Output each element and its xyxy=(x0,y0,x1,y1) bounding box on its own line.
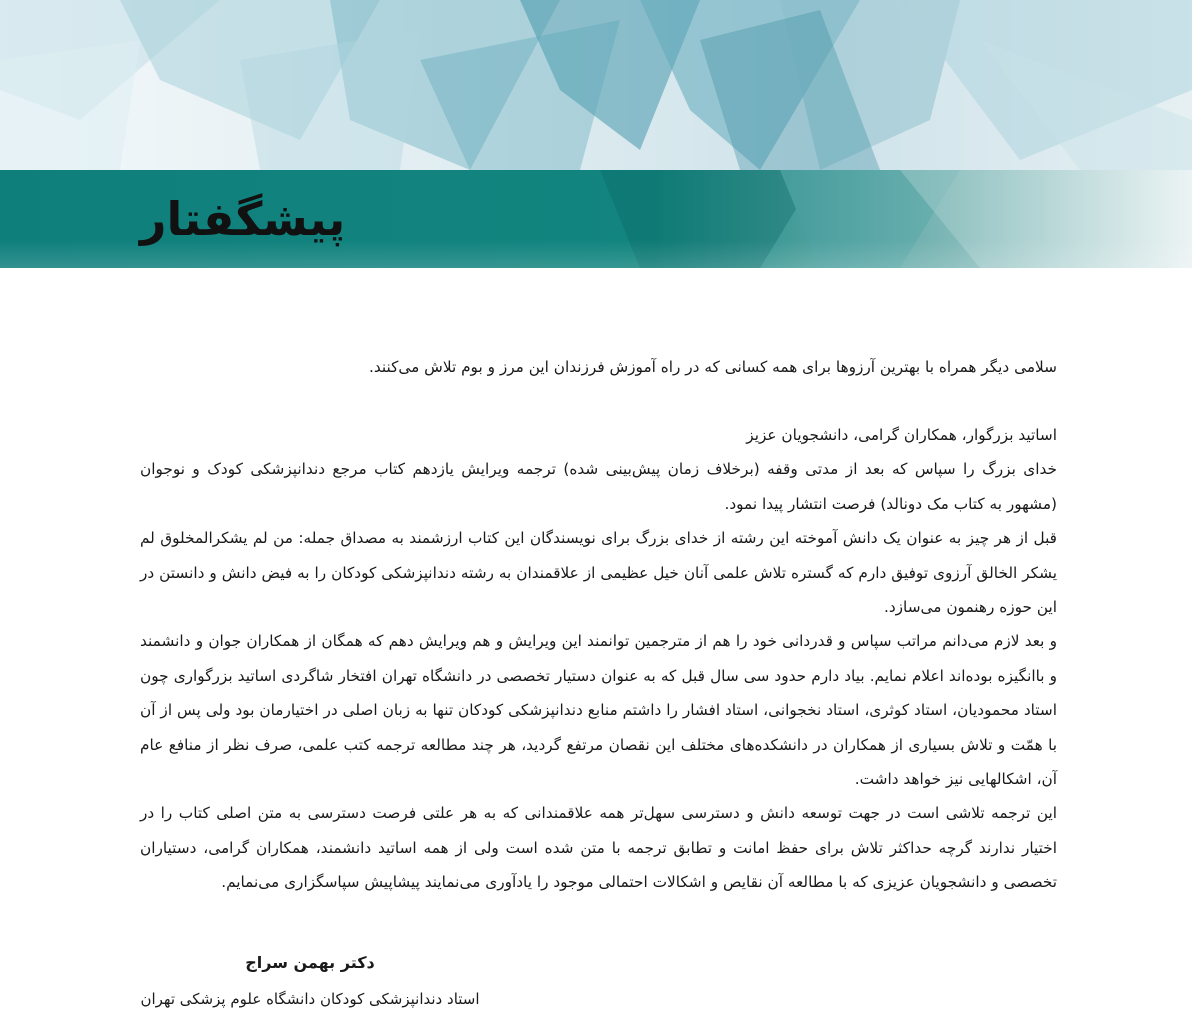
intro-paragraph xyxy=(140,350,1057,384)
paragraph-4: این ترجمه تلاشی است در جهت توسعه دانش و دسترسی سهل‌تر همه علاقمندانی که به هر علتی فرصت دسترسی به متن اصلی کتاب را در اختیار ندارند گرچه حداکثر تلاش برای حفظ امانت و تطابق ترجمه با متن شده است ولی از همه اساتید دانشمند، همکاران گرامی، دستیاران تخصصی و دانشجویان عزیزی که با مطالعه آن نقایص و اشکالات احتمالی موجود را یادآوری می‌نمایند پیشاپیش سپاسگزاری می‌نمایم. xyxy=(140,804,1057,892)
paragraph-2: قبل از هر چیز به عنوان یک دانش آموخته این رشته از خدای بزرگ برای نویسندگان این کتاب ارزشمند به مصداق جمله: من لم یشکرالمخلوق لم یشکر الخالق آرزوی توفیق دارم که گستره تلاش علمی آنان خیل عظیمی از علاقمندان به رشته دندانپزشکی کودکان را به فیض دانش و دانستن در این حوزه رهنمون می‌سازد. xyxy=(140,529,1057,617)
paragraph-1: خدای بزرگ را سپاس که بعد از مدتی وقفه (برخلاف زمان پیش‌بینی شده) ترجمه ویرایش یازدهم کتاب مرجع دندانپزشکی کودک و نوجوان (مشهور به کتاب مک دونالد) فرصت انتشار پیدا نمود. xyxy=(140,460,1057,513)
preface-body xyxy=(140,418,1057,900)
intro-text: سلامی دیگر همراه با بهترین آرزوها برای همه کسانی که در راه آموزش فرزندان این مرز و بوم تلاش می‌کنند. xyxy=(368,358,1057,376)
signature-name: دکتر بهمن سراج xyxy=(245,953,375,972)
signature-block xyxy=(100,945,520,1017)
page-title: پیشگفتار xyxy=(140,192,346,246)
paragraph-3: و بعد لازم می‌دانم مراتب سپاس و قدردانی خود را هم از مترجمین توانمند این ویرایش و هم ویرایش دهم که همگان از همکاران جوان و دانشمند و باانگیزه بوده‌اند اعلام نمایم. بیاد دارم حدود سی سال قبل که به عنوان دستیار تخصصی در دانشگاه تهران افتخار شاگردی اساتید بزرگواری چون استاد محمودیان، استاد کوثری، استاد نخجوانی، استاد افشار را داشتم منابع دندانپزشکی کودکان تنها به زبان اصلی در اختیارمان بود ولی پس از آن با همّت و تلاش بسیاری از همکاران در دانشکده‌های مختلف این نقصان مرتفع گردید، هر چند مطالعه ترجمه کتب علمی، صرف نظر از منافع عام آن، اشکالهایی نیز خواهد داشت. xyxy=(140,632,1057,789)
salutation: اساتید بزرگوار، همکاران گرامی، دانشجویان عزیز xyxy=(746,426,1057,444)
signature-title: استاد دندانپزشکی کودکان دانشگاه علوم پزشکی تهران xyxy=(140,990,480,1008)
